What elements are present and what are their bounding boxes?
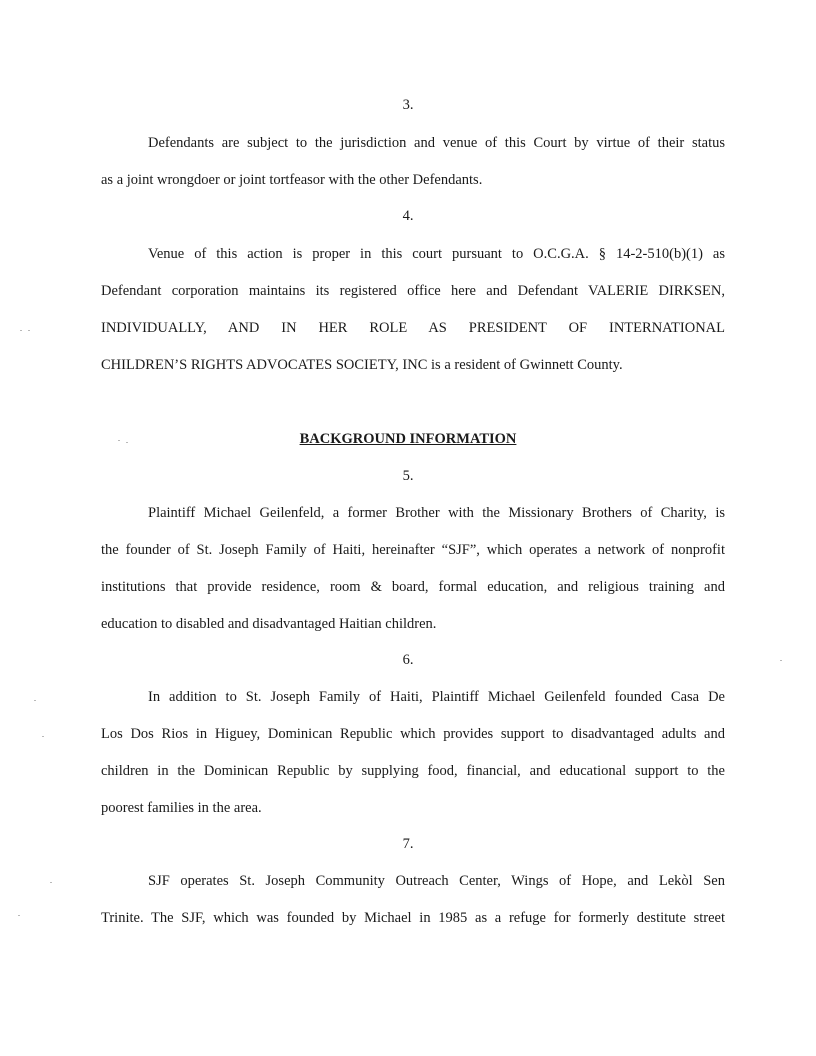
paragraph-6-line-1: In addition to St. Joseph Family of Haiti, Plaintiff Michael Geilenfeld founded Casa De: [148, 689, 725, 705]
paragraph-number-7: 7.: [402, 836, 414, 852]
scan-speck: [42, 736, 44, 737]
paragraph-3-line-2: as a joint wrongdoer or joint tortfeasor with the other Defendants.: [101, 172, 483, 188]
paragraph-6-line-2: Los Dos Rios in Higuey, Dominican Republic which provides support to disadvantaged adults and: [101, 726, 725, 742]
paragraph-number-6: 6.: [402, 652, 414, 668]
section-heading: BACKGROUND INFORMATION: [299, 431, 517, 447]
paragraph-5-line-4: education to disabled and disadvantaged Haitian children.: [101, 616, 437, 632]
scan-speck: [28, 330, 30, 331]
paragraph-5-line-2: the founder of St. Joseph Family of Haiti, hereinafter “SJF”, which operates a network of nonprofit: [101, 542, 725, 558]
paragraph-7-line-2: Trinite. The SJF, which was founded by Michael in 1985 as a refuge for formerly destitute street: [101, 910, 725, 926]
scan-speck: [50, 882, 52, 883]
paragraph-5-line-3: institutions that provide residence, room & board, formal education, and religious training and: [101, 579, 725, 595]
paragraph-4-line-2: Defendant corporation maintains its registered office here and Defendant VALERIE DIRKSEN,: [101, 283, 725, 299]
scan-speck: [20, 330, 22, 331]
paragraph-3-line-1: Defendants are subject to the jurisdiction and venue of this Court by virtue of their status: [148, 135, 725, 151]
scan-speck: [18, 915, 20, 916]
paragraph-4-line-4: CHILDREN’S RIGHTS ADVOCATES SOCIETY, INC is a resident of Gwinnett County.: [101, 357, 623, 373]
paragraph-7-line-1: SJF operates St. Joseph Community Outreach Center, Wings of Hope, and Lekòl Sen: [148, 873, 725, 889]
scan-speck: [780, 660, 782, 661]
paragraph-5-line-1: Plaintiff Michael Geilenfeld, a former Brother with the Missionary Brothers of Charity, is: [148, 505, 725, 521]
paragraph-6-line-4: poorest families in the area.: [101, 800, 262, 816]
paragraph-number-3: 3.: [402, 97, 414, 113]
scan-speck: [126, 442, 128, 443]
scan-speck: [118, 440, 120, 441]
paragraph-6-line-3: children in the Dominican Republic by supplying food, financial, and educational support to the: [101, 763, 725, 779]
paragraph-number-4: 4.: [402, 208, 414, 224]
paragraph-4-line-3: INDIVIDUALLY, AND IN HER ROLE AS PRESIDENT OF INTERNATIONAL: [101, 320, 725, 336]
scan-speck: [34, 700, 36, 701]
paragraph-4-line-1: Venue of this action is proper in this court pursuant to O.C.G.A. § 14-2-510(b)(1) as: [148, 246, 725, 262]
paragraph-number-5: 5.: [402, 468, 414, 484]
